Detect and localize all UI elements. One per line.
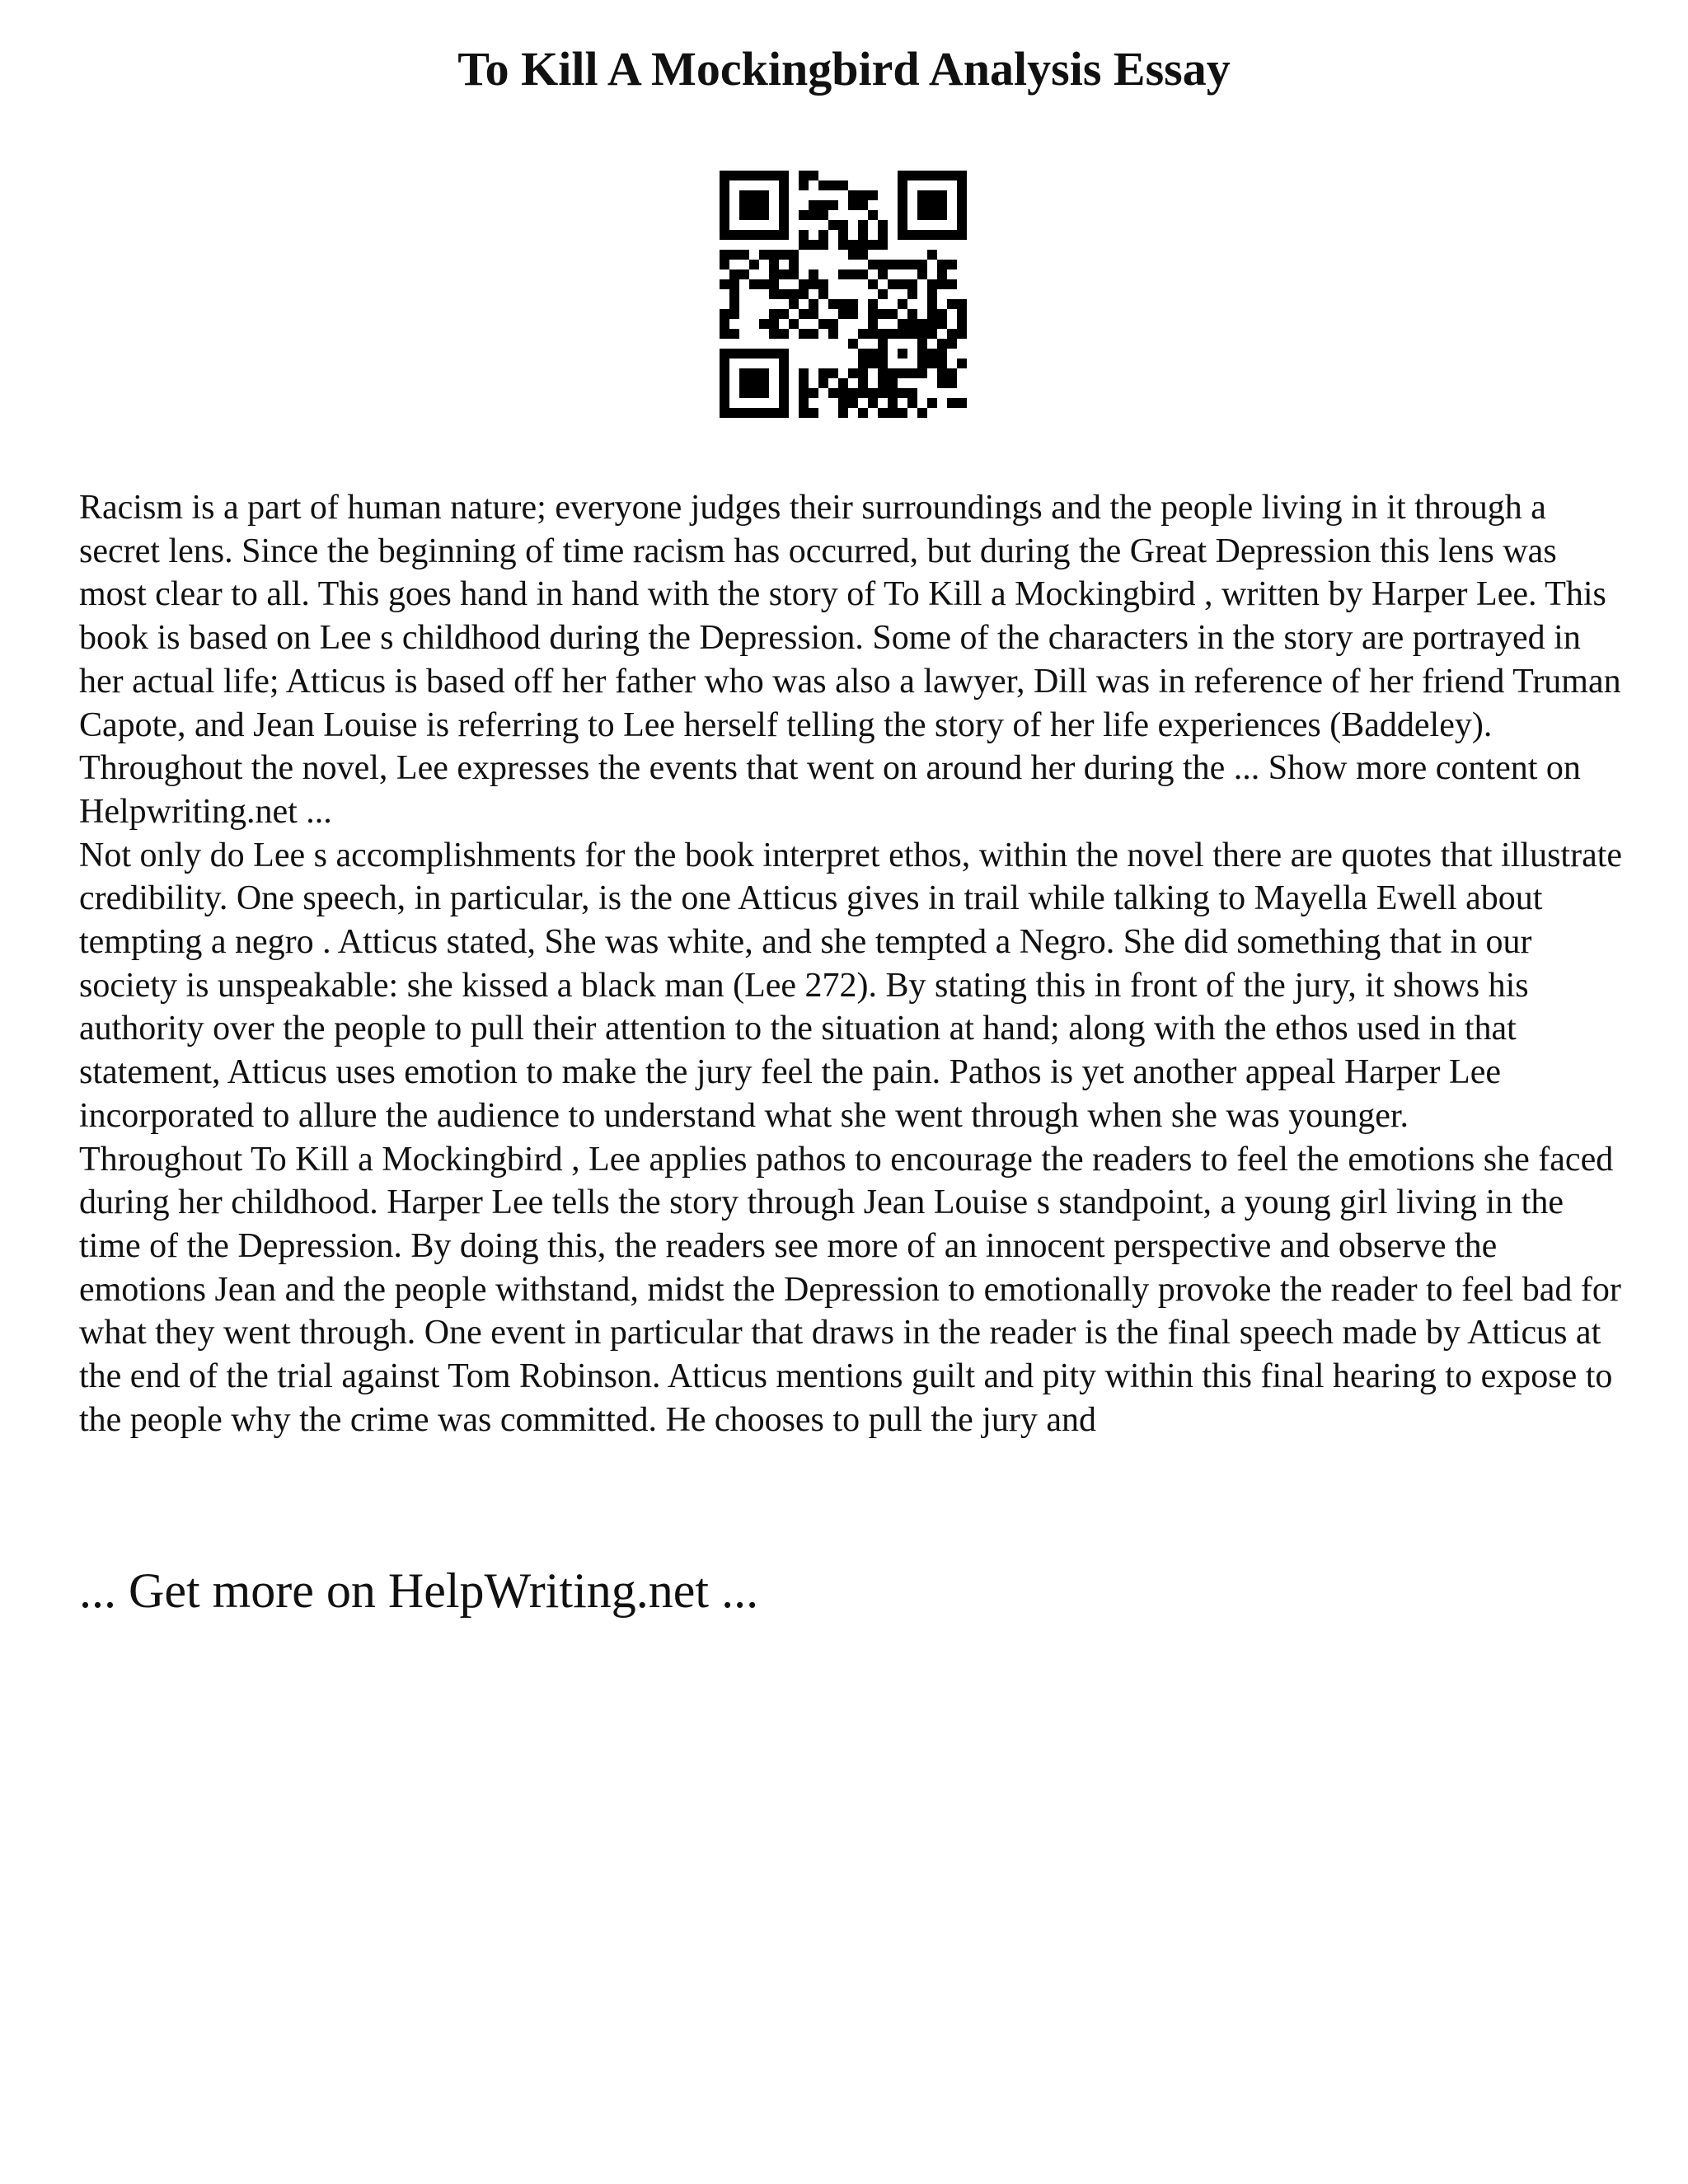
essay-paragraph-2: Not only do Lee s accomplishments for the book interpret ethos, within the novel there are quotes that illustrate credibility. One speech, in particular, is the one Atticus gives in trail while talking to Mayella Ewell about tempting a negro . Atticus stated, She was white, and she tempted a Negro. She did something that in our society is unspeakable: she kissed a black man (Lee 272). By stating this in front of the jury, it shows his authority over the people to pull their attention to the situation at hand; along with the ethos used in that statement, Atticus uses emotion to make the jury feel the pain. Pathos is yet another appeal Harper Lee incorporated to allure the audience to understand what she went through when she was younger. (79, 836, 1623, 1135)
essay-paragraph-1: Racism is a part of human nature; everyone judges their surroundings and the people living in it through a secret lens. Since the beginning of time racism has occurred, but during the Great Depression this lens was most clear to all. This goes hand in hand with the story of To Kill a Mockingbird , written by Harper Lee. This book is based on Lee s childhood during the Depression. Some of the characters in the story are portrayed in her actual life; Atticus is based off her father who was also a lawyer, Dill was in reference of her friend Truman Capote, and Jean Louise is referring to Lee herself telling the story of her life experiences (Baddeley). Throughout the novel, Lee expresses the events that went on around her during the ... Show more content on Helpwriting.net ... (79, 489, 1621, 831)
get-more-link[interactable]: ... Get more on HelpWriting.net ... (79, 1563, 759, 1618)
essay-paragraph-3: Throughout To Kill a Mockingbird , Lee applies pathos to encourage the readers to feel the emotions she faced during her childhood. Harper Lee tells the story through Jean Louise s standpoint, a young girl living in the time of the Depression. By doing this, the readers see more of an innocent perspective and observe the emotions Jean and the people withstand, midst the Depression to emotionally provoke the reader to feel bad for what they went through. One event in particular that draws in the reader is the final speech made by Atticus at the end of the trial against Tom Robinson. Atticus mentions guilt and pity within this final hearing to expose to the people why the crime was committed. He chooses to pull the jury and (79, 1140, 1621, 1439)
essay-body (79, 486, 1629, 1441)
qr-code-icon (720, 171, 967, 418)
document-title: To Kill A Mockingbird Analysis Essay (457, 42, 1231, 96)
